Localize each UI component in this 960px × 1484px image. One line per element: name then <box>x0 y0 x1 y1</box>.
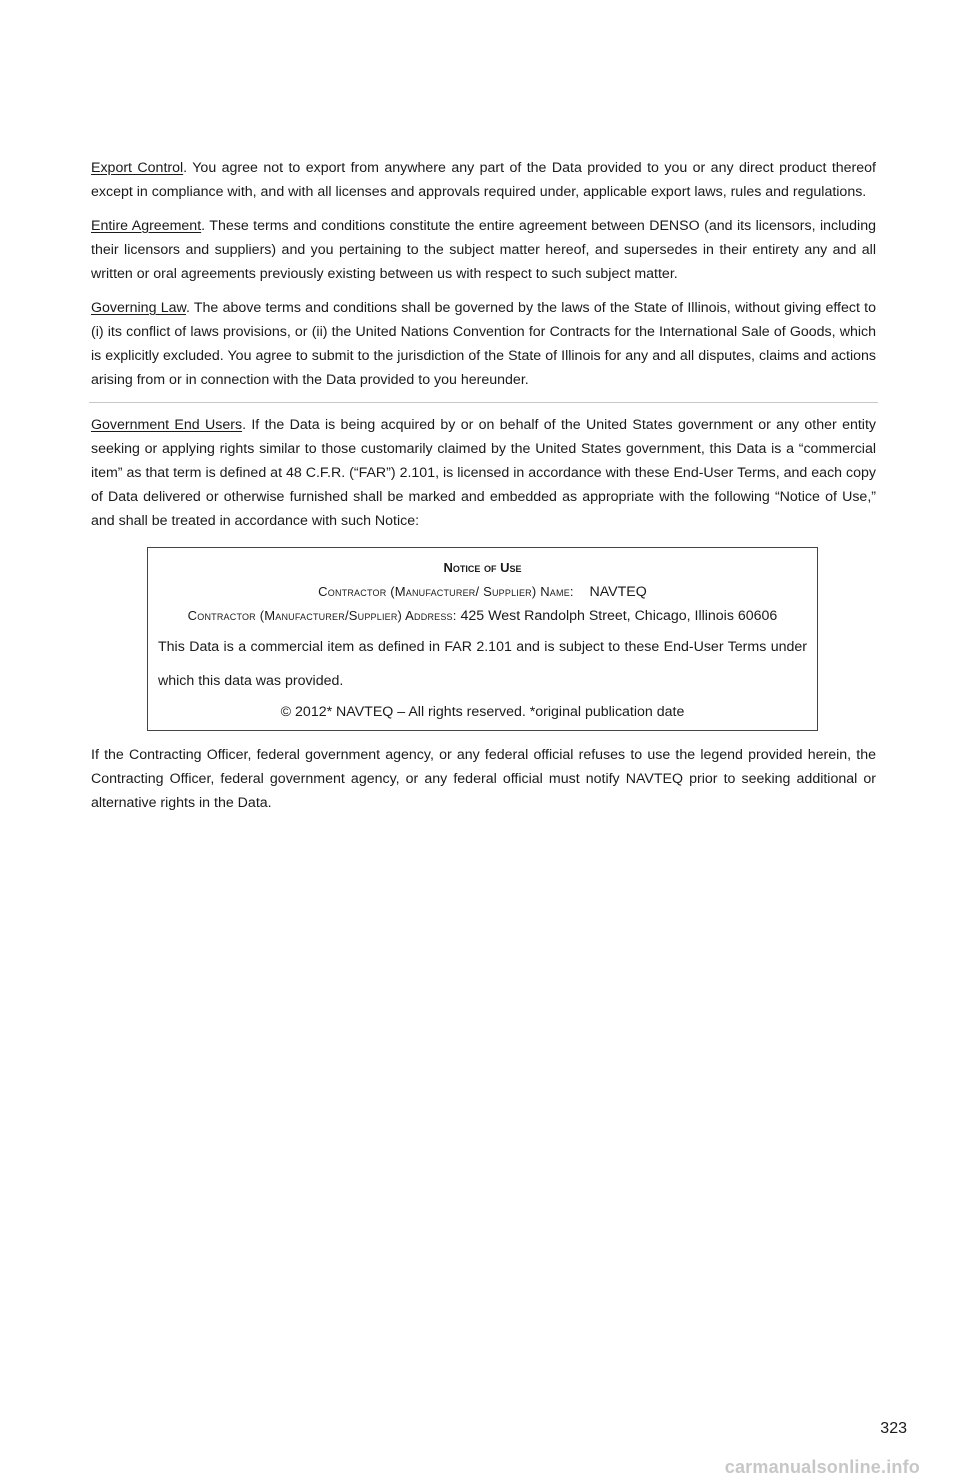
notice-copyright: © 2012* NAVTEQ – All rights reserved. *original publication date <box>280 704 685 720</box>
government-end-users-paragraph <box>91 413 876 533</box>
entire-agreement-paragraph <box>91 214 876 286</box>
section-divider <box>89 402 878 403</box>
governing-law-body: . The above terms and conditions shall be governed by the laws of the State of Illinois, without giving effect to (i) its conflict of laws provisions, or (ii) the United Nations Convention for Contracts for the International Sale of Goods, which is explicitly excluded. You agree to submit to the jurisdiction of the State of Illinois for any and all disputes, claims and actions arising from or in connection with the Data provided to you hereunder. <box>91 300 876 388</box>
closing-paragraph: If the Contracting Officer, federal government agency, or any federal official refuses to use the legend provided herein, the Contracting Officer, federal government agency, or any federal official must notify NAVTEQ prior to seeking additional or alternative rights in the Data. <box>91 747 876 811</box>
entire-agreement-body: . These terms and conditions constitute the entire agreement between DENSO (and its licensors, including their licensors and suppliers) and you pertaining to the subject matter hereof, and supersedes in their entirety any and all written or oral agreements previously existing between us with respect to such subject matter. <box>91 218 876 282</box>
contractor-address-line <box>158 604 807 628</box>
export-control-heading: Export Control <box>91 160 184 176</box>
document-content <box>91 156 876 825</box>
site-watermark: carmanualsonline.info <box>724 1457 920 1477</box>
export-control-paragraph <box>91 156 876 204</box>
governing-law-heading: Governing Law <box>91 300 186 316</box>
page-number: 323 <box>880 1420 907 1437</box>
entire-agreement-heading: Entire Agreement <box>91 218 202 234</box>
government-end-users-heading: Government End Users <box>91 417 243 433</box>
contractor-address-value: 425 West Randolph Street, Chicago, Illinois 60606 <box>460 608 778 624</box>
export-control-body: . You agree not to export from anywhere any part of the Data provided to you or any direct product thereof except in compliance with, and with all licenses and approvals required under, applicable export laws, rules and regulations. <box>91 160 876 200</box>
government-end-users-body: . If the Data is being acquired by or on behalf of the United States government or any other entity seeking or applying rights similar to those customarily claimed by the United States government, this Data is a “commercial item” as that term is defined at 48 C.F.R. (“FAR”) 2.101, is licensed in accordance with these End-User Terms, and each copy of Data delivered or otherwise furnished shall be marked and embedded as appropriate with the following “Notice of Use,” and shall be treated in accordance with such Notice: <box>91 417 876 529</box>
notice-title: Notice of Use <box>443 560 522 575</box>
contractor-address-label: Contractor (Manufacturer/Supplier) Address: <box>187 608 457 623</box>
notice-body: This Data is a commercial item as defined in FAR 2.101 and is subject to these End-User Terms under which this data was provided. <box>158 639 807 689</box>
contractor-name-value: NAVTEQ <box>589 584 647 600</box>
contractor-name-line <box>158 580 807 604</box>
notice-of-use-box <box>147 547 818 731</box>
contractor-name-label: Contractor (Manufacturer/ Supplier) Name: <box>318 584 574 599</box>
governing-law-paragraph <box>91 296 876 392</box>
